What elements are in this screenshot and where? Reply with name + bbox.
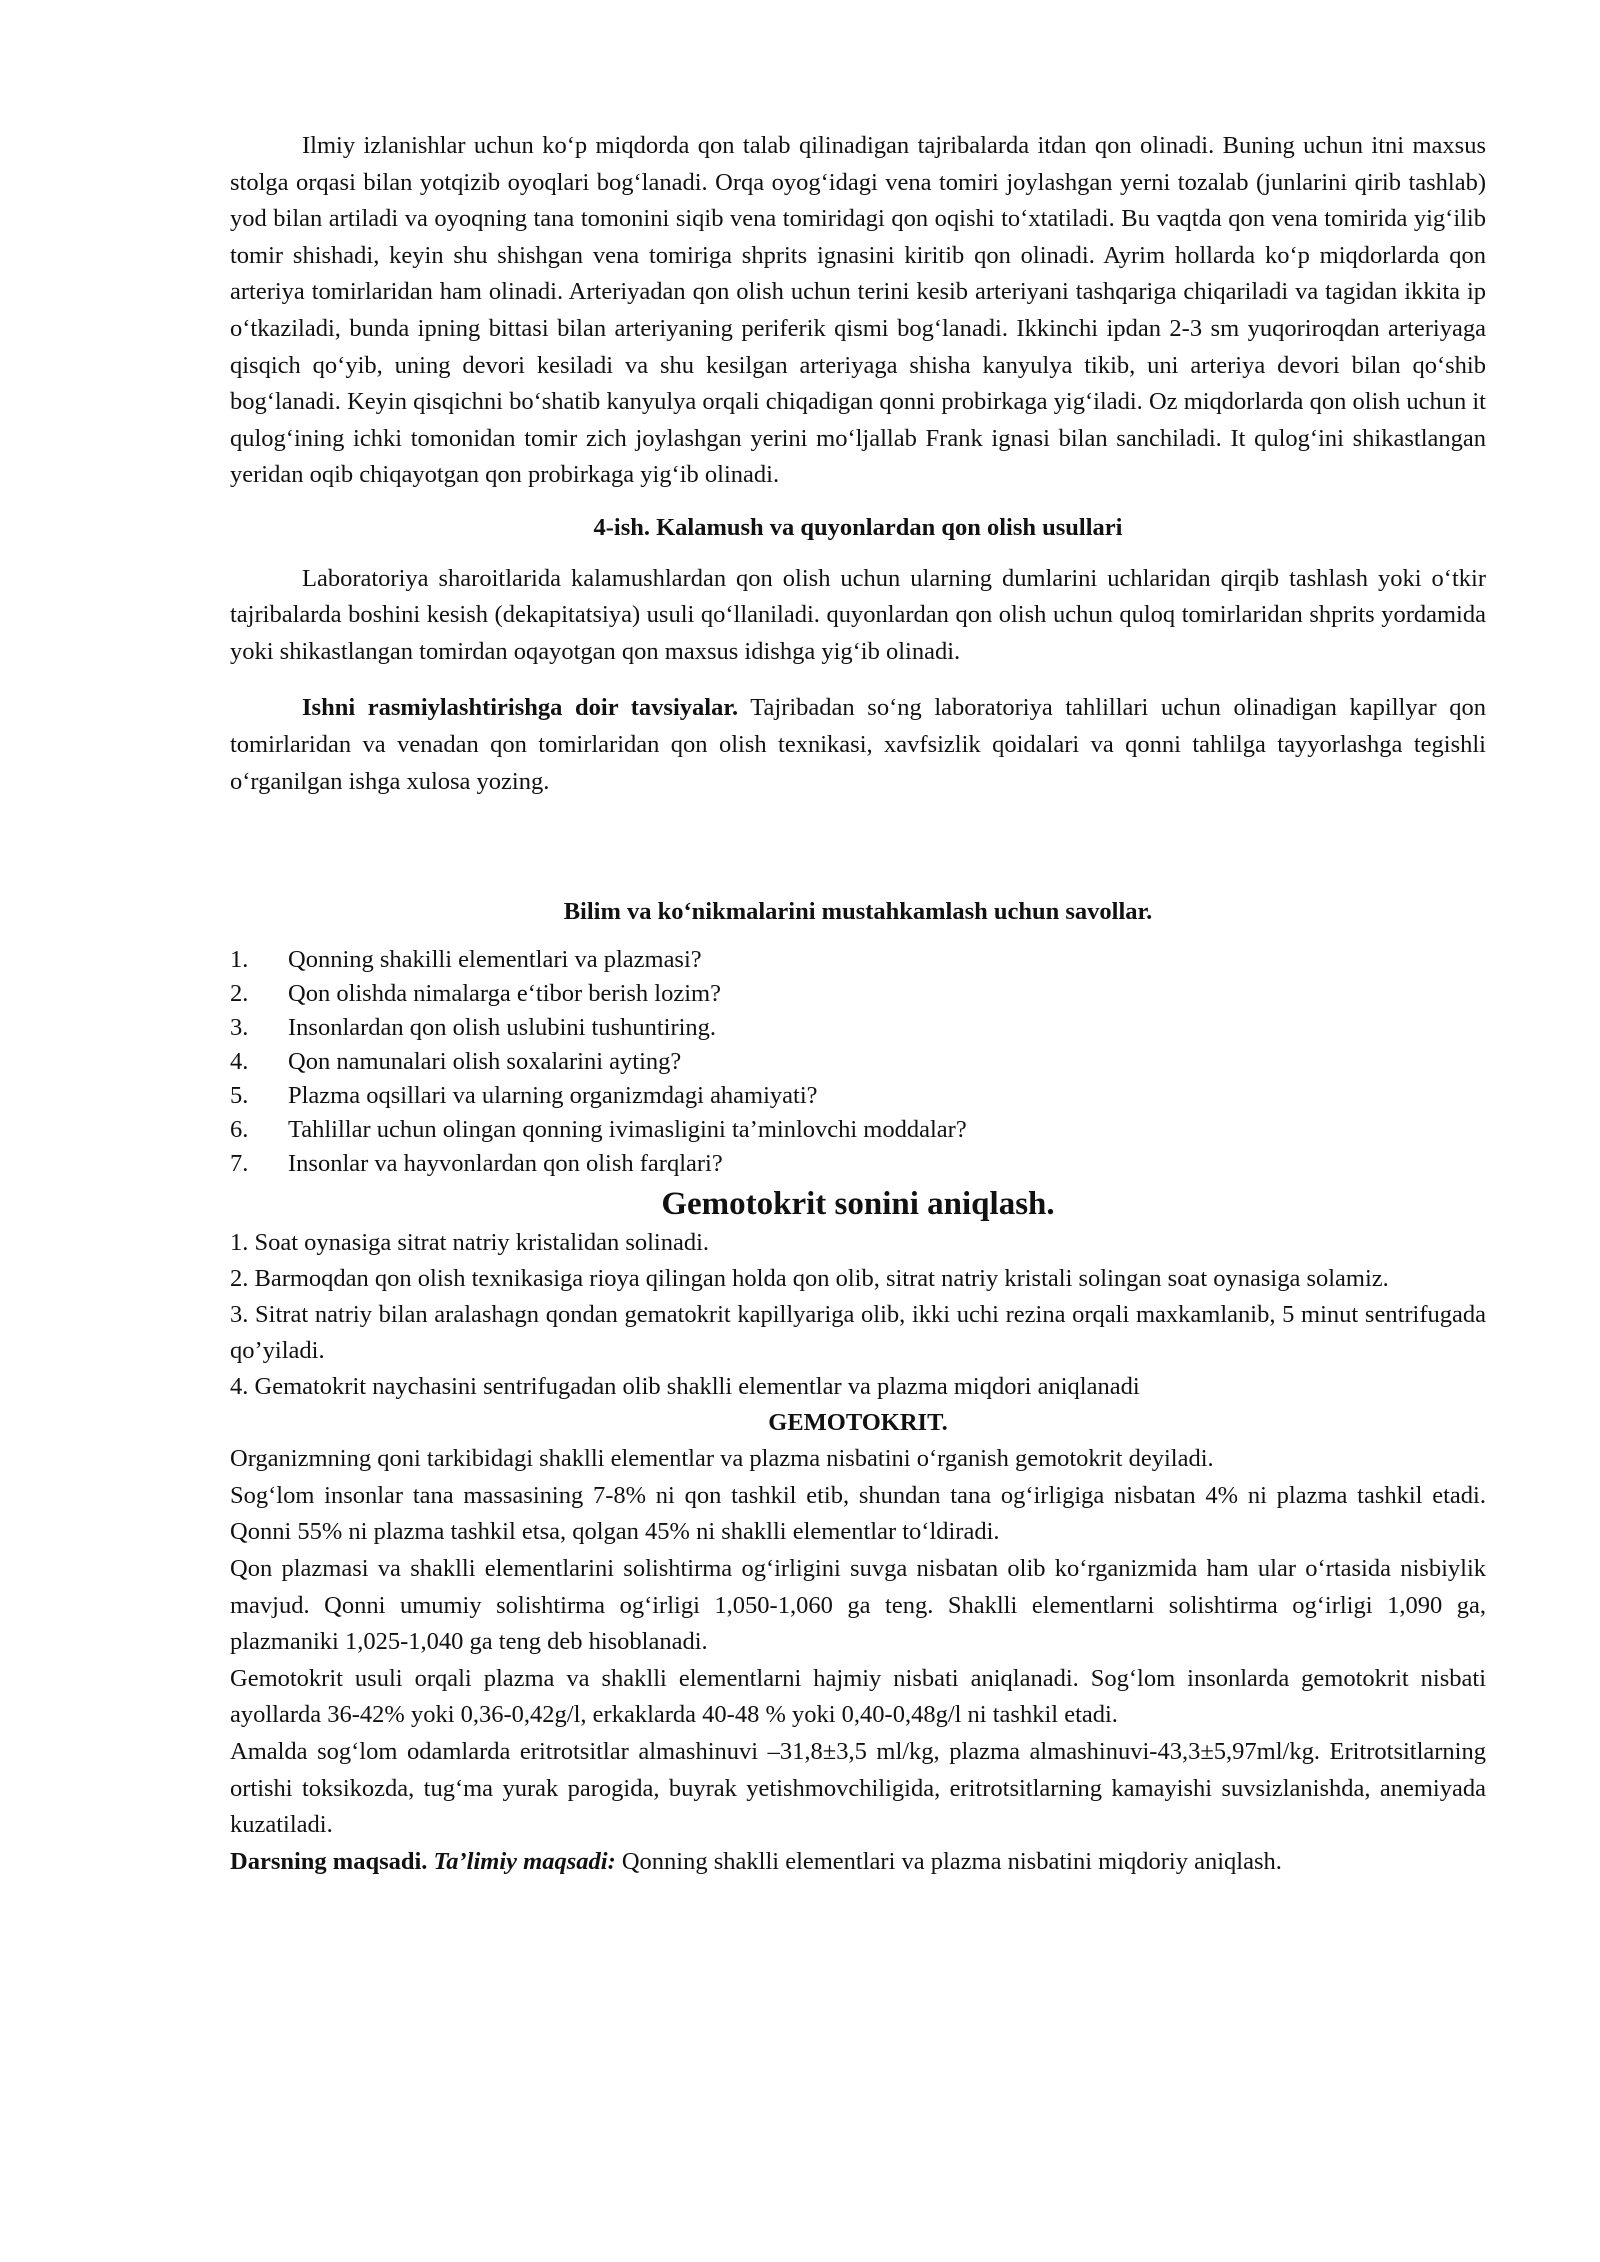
gemotokrit-method-title: Gemotokrit sonini aniqlash. (661, 1185, 1055, 1222)
list-item: 2. Qon olishda nimalarga e‘tibor berish lozim? (230, 979, 721, 1007)
recommendation-paragraph (230, 690, 1486, 800)
method-step-2: 2. Barmoqdan qon olish texnikasiga rioya qilingan holda qon olib, sitrat natriy kristali solingan soat oynasiga solamiz. (230, 1264, 1389, 1292)
gemotokrit-paragraph-3: Qon plazmasi va shaklli elementlarini solishtirma og‘irligini suvga nisbatan olib ko‘rganizmida ham ular o‘rtasida nisbiylik mavjud. Qonni umumiy solishtirma og‘irligi 1,050-1,060 ga teng. Shaklli elementlarni solishtirma og‘irligi 1,090 ga, plazmaniki 1,025-1,040 ga teng deb hisoblanadi. (230, 1555, 1486, 1656)
gemotokrit-paragraph-5: Amalda sog‘lom odamlarda eritrotsitlar almashinuvi –31,8±3,5 ml/kg, plazma almashinuvi-43,3±5,97ml/kg. Eritrotsitlarning ortishi toksikozda, tug‘ma yurak parogida, buyrak yetishmovchiligida, eritrotsitlarning kamayishi suvsizlanishda, anemiyada kuzatiladi. (230, 1738, 1486, 1839)
gemotokrit-title: GEMOTOKRIT. (768, 1408, 948, 1436)
section4-paragraph: Laboratoriya sharoitlarida kalamushlardan qon olish uchun ularning dumlarini uchlaridan qirqib tashlash yoki o‘tkir tajribalarda boshini kesish (dekapitatsiya) usuli qo‘llaniladi. quyonlardan qon olish uchun quloq tomirlaridan shprits yordamida yoki shikastlangan tomirdan oqayotgan qon maxsus idishga yig‘ib olinadi. (230, 564, 1486, 665)
goal-label: Darsning maqsadi. (230, 1847, 428, 1875)
section4-title: 4-ish. Kalamush va quyonlardan qon olish usullari (593, 513, 1123, 541)
intro-paragraph: Ilmiy izlanishlar uchun ko‘p miqdorda qon talab qilinadigan tajribalarda itdan qon olinadi. Buning uchun itni maxsus stolga orqasi bilan yotqizib oyoqlari bog‘lanadi. Orqa oyog‘idagi vena tomiri joylashgan yerni tozalab (junlarini qirib tashlab) yod bilan artiladi va oyoqning tana tomonini siqib vena tomiridagi qon oqishi to‘xtatiladi. Bu vaqtda qon vena tomirida yig‘ilib tomir shishadi, keyin shu shishgan vena tomiriga shprits ignasini kiritib qon olinadi. Ayrim hollarda ko‘p miqdorlarda qon arteriya tomirlaridan ham olinadi. Arteriyadan qon olish uchun terini kesib arteriyani tashqariga chiqariladi va tagidan ikkita ip o‘tkaziladi, bunda ipning bittasi bilan arteriyaning periferik qismi bog‘lanadi. Ikkinchi ipdan 2-3 sm yuqoriroqdan arteriyaga qisqich qo‘yib, uning devori kesiladi va shu kesilgan arteriyaga shisha kanyulya tikib, uni arteriya devori bilan qo‘shib bog‘lanadi. Keyin qisqichni bo‘shatib kanyulya orqali chiqadigan qonni probirkaga yig‘iladi. Oz miqdorlarda qon olish uchun it qulog‘ining ichki tomonidan tomir zich joylashgan yerini mo‘ljallab Frank ignasi bilan sanchiladi. It qulog‘ini shikastlangan yeridan oqib chiqayotgan qon probirkaga yig‘ib olinadi. (230, 132, 1486, 489)
list-item: 3. Insonlardan qon olish uslubini tushuntiring. (230, 1013, 717, 1041)
recommendation-text: Tajribadan so‘ng laboratoriya tahlillari uchun olinadigan kapillyar qon tomirlaridan va venadan qon tomirlaridan qon olish texnikasi, xavfsizlik qoidalari va qonni tahlilga tayyorlashga tegishli o‘rganilgan ishga xulosa yozing. (230, 694, 1486, 795)
questions-title: Bilim va ko‘nikmalarini mustahkamlash uchun savollar. (563, 898, 1153, 926)
goal-text: Qonning shaklli elementlari va plazma nisbatini miqdoriy aniqlash. (615, 1847, 1282, 1875)
document-page (230, 128, 1486, 1880)
recommendation-label: Ishni rasmiylashtirishga doir tavsiyalar. (302, 694, 739, 722)
list-item: 4. Qon namunalari olish soxalarini ayting? (230, 1047, 682, 1075)
method-step-3: 3. Sitrat natriy bilan aralashagn qondan gematokrit kapillyariga olib, ikki uchi rezina orqali maxkamlanib, 5 minut sentrifugada qo’yiladi. (230, 1300, 1486, 1364)
list-item: 7. Insonlar va hayvonlardan qon olish farqlari? (230, 1149, 723, 1177)
gemotokrit-paragraph-2: Sog‘lom insonlar tana massasining 7-8% ni qon tashkil etib, shundan tana og‘irligiga nisbatan 4% ni plazma tashkil etadi. Qonni 55% ni plazma tashkil etsa, qolgan 45% ni shaklli elementlar to‘ldiradi. (230, 1481, 1486, 1546)
method-step-4: 4. Gematokrit naychasini sentrifugadan olib shaklli elementlar va plazma miqdori aniqlanadi (230, 1372, 1140, 1400)
questions-list (230, 943, 1486, 1181)
gemotokrit-paragraph-4: Gemotokrit usuli orqali plazma va shaklli elementlarni hajmiy nisbati aniqlanadi. Sog‘lom insonlarda gemotokrit nisbati ayollarda 36-42% yoki 0,36-0,42g/l, erkaklarda 40-48 % yoki 0,40-0,48g/l ni tashkil etadi. (230, 1664, 1486, 1729)
list-item: 5. Plazma oqsillari va ularning organizmdagi ahamiyati? (230, 1081, 818, 1109)
gemotokrit-paragraph-1: Organizmning qoni tarkibidagi shaklli elementlar va plazma nisbatini o‘rganish gemotokrit deyiladi. (230, 1445, 1214, 1473)
goal-sub-label: Ta’limiy maqsadi (433, 1847, 608, 1875)
method-step-1: 1. Soat oynasiga sitrat natriy kristalidan solinadi. (230, 1228, 710, 1256)
goal-colon: : (607, 1847, 616, 1875)
list-item: 6. Tahlillar uchun olingan qonning ivimasligini ta’minlovchi moddalar? (230, 1115, 967, 1143)
lesson-goal-paragraph (230, 1844, 1486, 1881)
list-item: 1. Qonning shakilli elementlari va plazmasi? (230, 945, 702, 973)
method-steps (230, 1225, 1486, 1405)
